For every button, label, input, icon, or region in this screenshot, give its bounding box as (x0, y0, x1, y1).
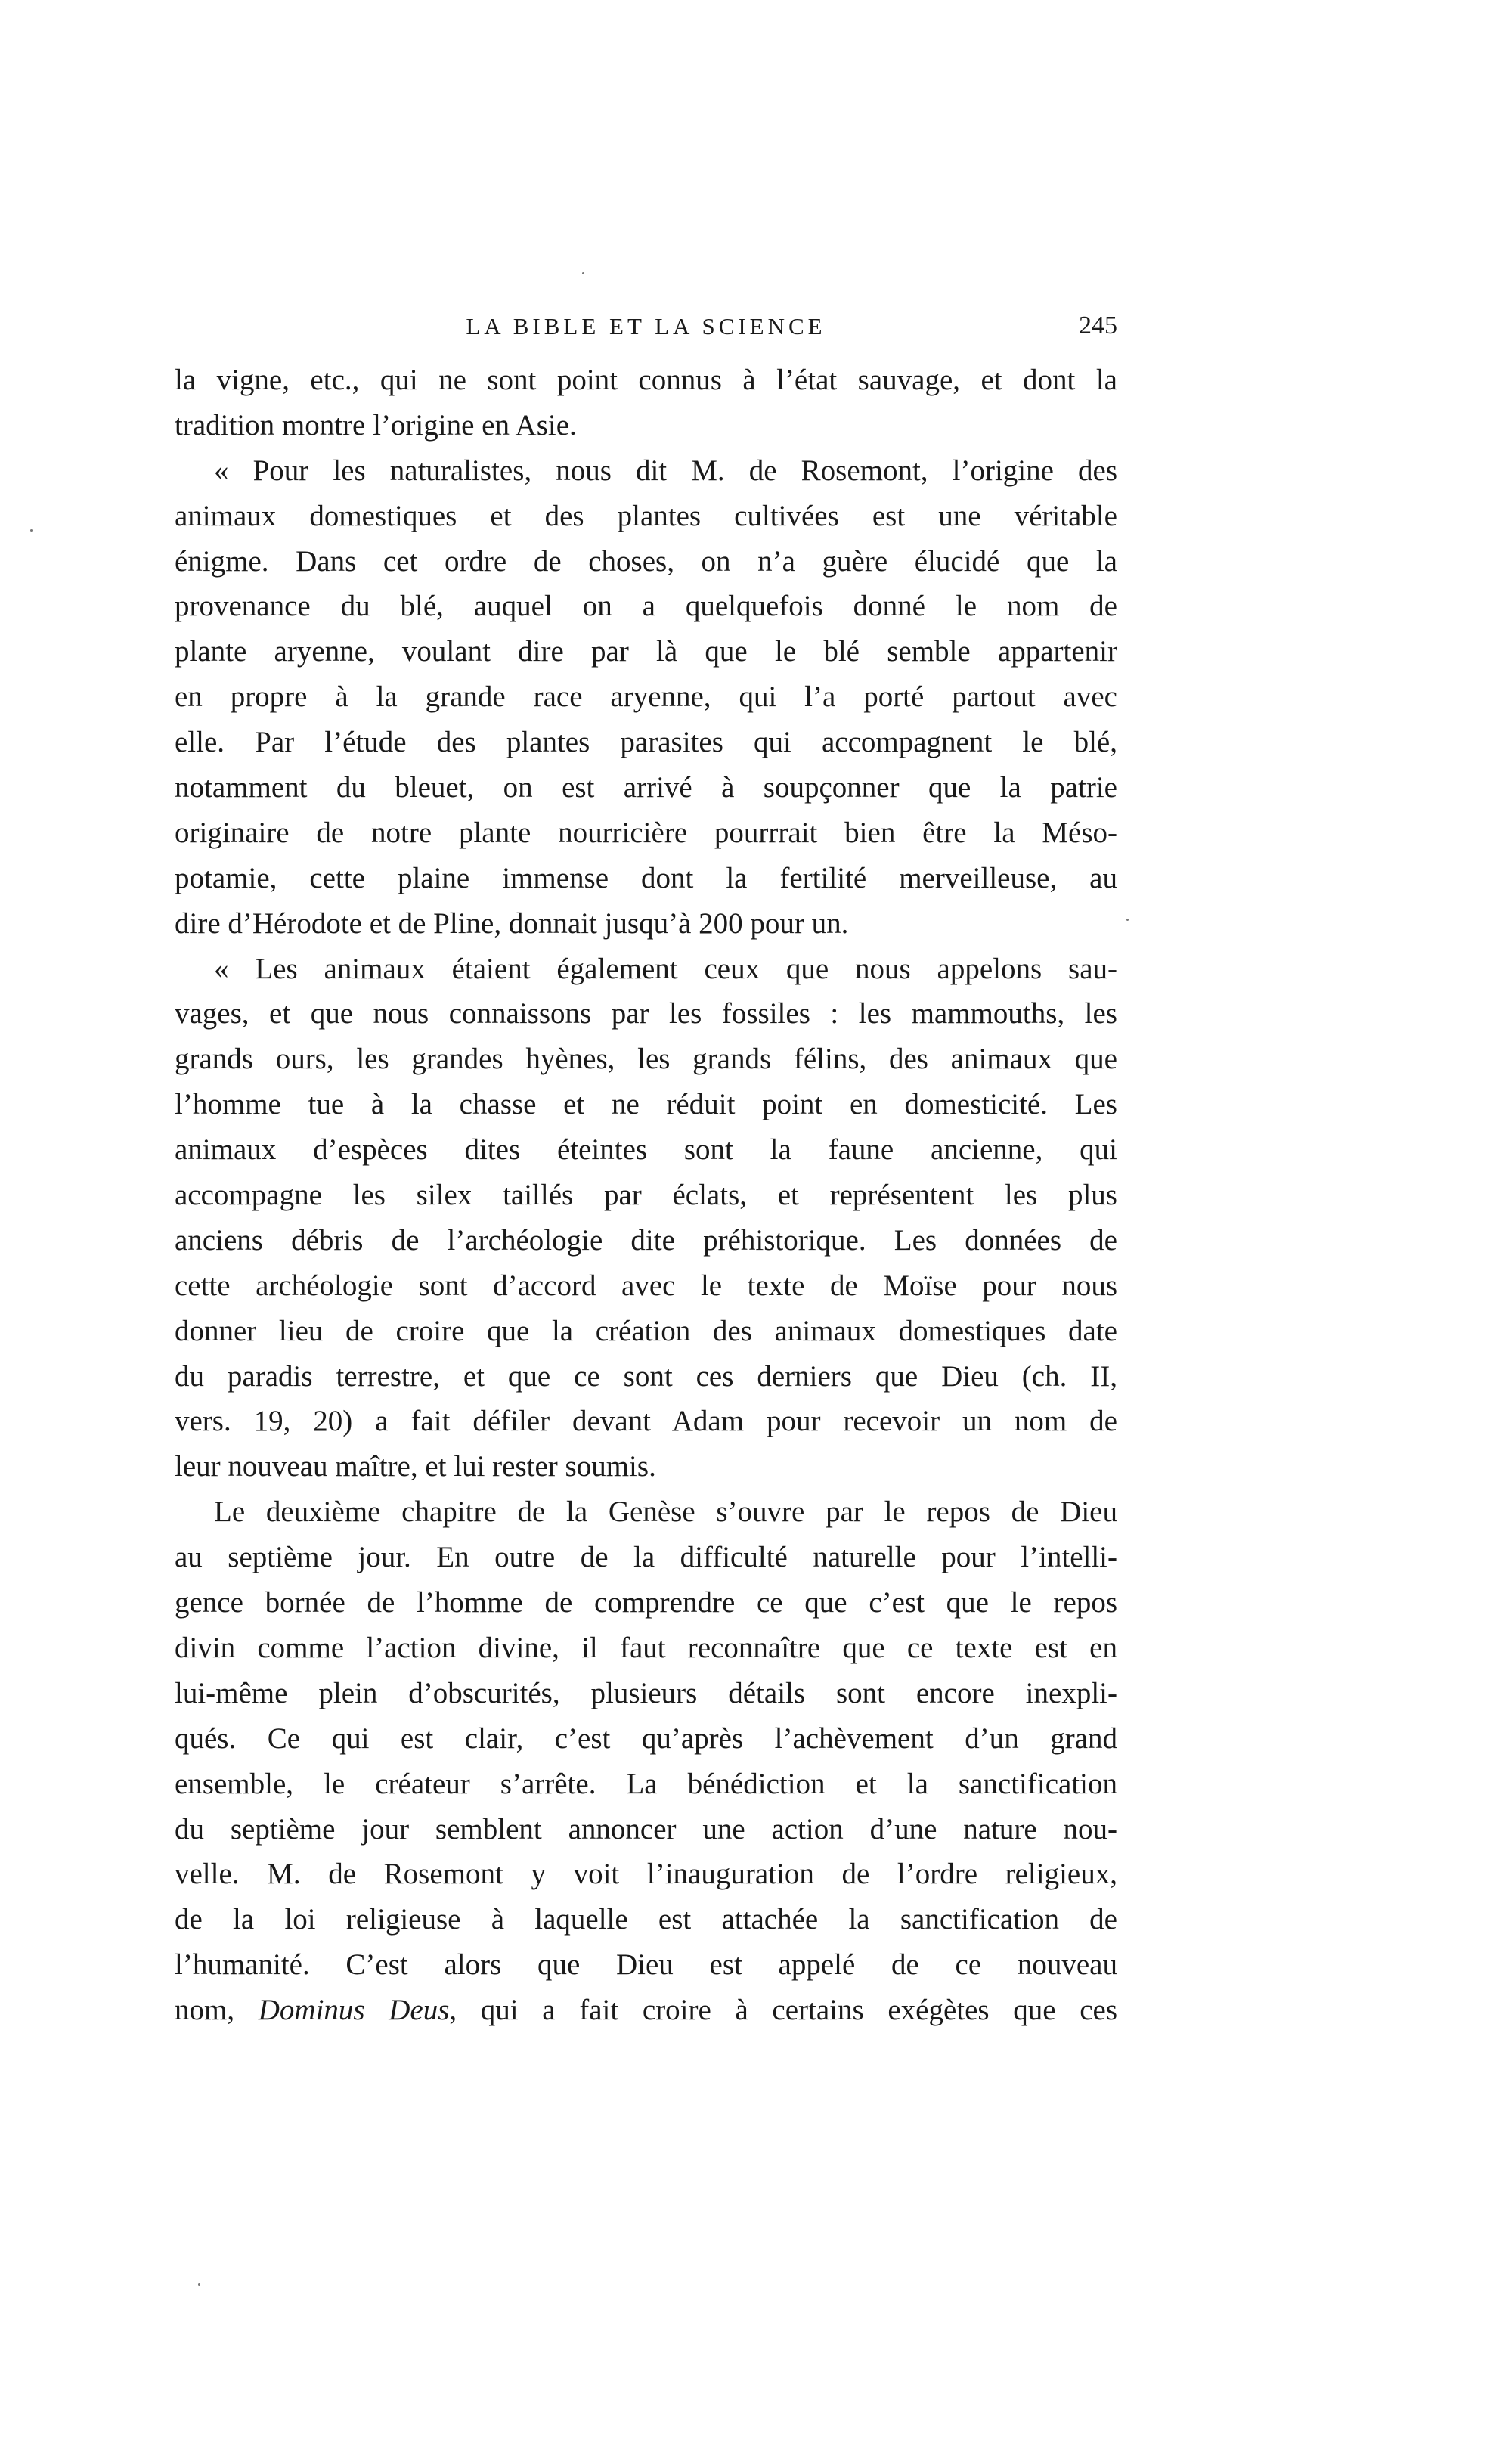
running-title: LA BIBLE ET LA SCIENCE (466, 313, 826, 339)
text-line (175, 1309, 1117, 1354)
text-segment: ensemble, le créateur s’arrête. La bénédiction et la sanctification (175, 1767, 1117, 1800)
text-line (175, 1897, 1117, 1942)
text-segment: provenance du blé, auquel on a quelquefois donné le nom de (175, 590, 1117, 623)
text-segment: plante aryenne, voulant dire par là que le blé semble appartenir (175, 635, 1117, 668)
text-line (175, 1173, 1117, 1218)
text-line (175, 448, 1117, 494)
text-segment: animaux d’espèces dites éteintes sont la faune ancienne, qui (175, 1133, 1117, 1167)
text-line (175, 403, 1117, 448)
text-segment: divin comme l’action divine, il faut reconnaître que ce texte est en (175, 1631, 1117, 1664)
text-line (175, 1988, 1117, 2033)
text-line (175, 1716, 1117, 1762)
text-line (175, 539, 1117, 584)
text-line (175, 1218, 1117, 1263)
text-line (175, 1807, 1117, 1852)
text-segment: tradition montre l’origine en Asie. (175, 408, 577, 442)
text-segment: vages, et que nous connaissons par les fossiles : les mammouths, les (175, 997, 1117, 1031)
text-line (175, 765, 1117, 810)
text-segment: au septième jour. En outre de la difficulté naturelle pour l’intelli- (175, 1541, 1117, 1574)
paragraph (175, 1489, 1117, 2033)
text-segment: l’homme tue à la chasse et ne réduit point en domesticité. Les (175, 1088, 1117, 1121)
text-line (175, 584, 1117, 629)
text-segment: anciens débris de l’archéologie dite préhistorique. Les données de (175, 1223, 1117, 1257)
text-line (175, 1671, 1117, 1716)
text-line (175, 1263, 1117, 1309)
text-line (175, 720, 1117, 765)
text-segment: grands ours, les grandes hyènes, les grands félins, des animaux que (175, 1043, 1117, 1076)
text-segment: en propre à la grande race aryenne, qui l’a porté partout avec (175, 680, 1117, 714)
text-segment: Le deuxième chapitre de la Genèse s’ouvre par le repos de Dieu (214, 1495, 1117, 1529)
text-line (175, 1354, 1117, 1399)
text-segment: énigme. Dans cet ordre de choses, on n’a guère élucidé que la (175, 544, 1117, 578)
text-line (175, 991, 1117, 1037)
text-segment: de la loi religieuse à laquelle est attachée la sanctification de (175, 1903, 1117, 1936)
paragraph (175, 448, 1117, 947)
text-line (175, 1489, 1117, 1535)
text-segment: leur nouveau maître, et lui rester soumis. (175, 1450, 656, 1483)
text-line (175, 1037, 1117, 1082)
italic-text: Dominus Deus (258, 1994, 450, 2027)
text-segment: dire d’Hérodote et de Pline, donnait jusqu’à 200 pour un. (175, 907, 849, 940)
text-segment: du septième jour semblent annoncer une action d’une nature nou- (175, 1812, 1117, 1846)
text-segment: du paradis terrestre, et que ce sont ces derniers que Dieu (ch. II, (175, 1359, 1117, 1393)
running-head (175, 308, 1117, 346)
scan-speck (30, 529, 33, 532)
text-line (175, 1626, 1117, 1671)
text-segment: qués. Ce qui est clair, c’est qu’après l’achèvement d’un grand (175, 1722, 1117, 1755)
body-text (175, 358, 1117, 2033)
text-line (175, 629, 1117, 674)
text-segment: elle. Par l’étude des plantes parasites qui accompagnent le blé, (175, 726, 1117, 759)
text-segment: l’humanité. C’est alors que Dieu est appelé de ce nouveau (175, 1948, 1117, 1982)
page-number: 245 (1079, 311, 1117, 339)
text-line (175, 1444, 1117, 1489)
text-line (175, 901, 1117, 947)
scan-speck (1126, 919, 1129, 921)
text-line (175, 1082, 1117, 1127)
text-segment: nom, (175, 1994, 259, 2027)
text-line (175, 947, 1117, 992)
text-line (175, 1762, 1117, 1807)
scan-speck (198, 2283, 200, 2286)
text-segment: animaux domestiques et des plantes cultivées est une véritable (175, 499, 1117, 532)
text-segment: velle. M. de Rosemont y voit l’inauguration de l’ordre religieux, (175, 1858, 1117, 1891)
text-line (175, 1399, 1117, 1444)
text-line (175, 1127, 1117, 1173)
text-segment: « Les animaux étaient également ceux que nous appelons sau- (214, 952, 1117, 985)
text-line (175, 1852, 1117, 1897)
text-line (175, 1580, 1117, 1626)
text-segment: accompagne les silex taillés par éclats, et représentent les plus (175, 1179, 1117, 1212)
text-line (175, 674, 1117, 720)
text-segment: vers. 19, 20) a fait défiler devant Adam pour recevoir un nom de (175, 1405, 1117, 1438)
text-segment: gence bornée de l’homme de comprendre ce que c’est que le repos (175, 1586, 1117, 1619)
text-segment: originaire de notre plante nourricière pourrrait bien être la Méso- (175, 816, 1117, 849)
text-line (175, 494, 1117, 539)
text-line (175, 1942, 1117, 1988)
text-segment: « Pour les naturalistes, nous dit M. de Rosemont, l’origine des (214, 454, 1117, 487)
paragraph (175, 358, 1117, 448)
text-segment: cette archéologie sont d’accord avec le texte de Moïse pour nous (175, 1269, 1117, 1302)
text-segment: , qui a fait croire à certains exégètes que ces (449, 1994, 1118, 2027)
text-segment: la vigne, etc., qui ne sont point connus à l’état sauvage, et dont la (175, 364, 1117, 396)
scan-speck (582, 272, 584, 274)
text-line (175, 810, 1117, 856)
text-segment: lui-même plein d’obscurités, plusieurs détails sont encore inexpli- (175, 1676, 1117, 1709)
text-segment: notamment du bleuet, on est arrivé à soupçonner que la patrie (175, 771, 1117, 804)
text-segment: donner lieu de croire que la création des animaux domestiques date (175, 1314, 1117, 1347)
text-line (175, 358, 1117, 403)
text-line (175, 1535, 1117, 1580)
text-line (175, 856, 1117, 901)
paragraph (175, 947, 1117, 1490)
text-segment: potamie, cette plaine immense dont la fertilité merveilleuse, au (175, 861, 1117, 894)
